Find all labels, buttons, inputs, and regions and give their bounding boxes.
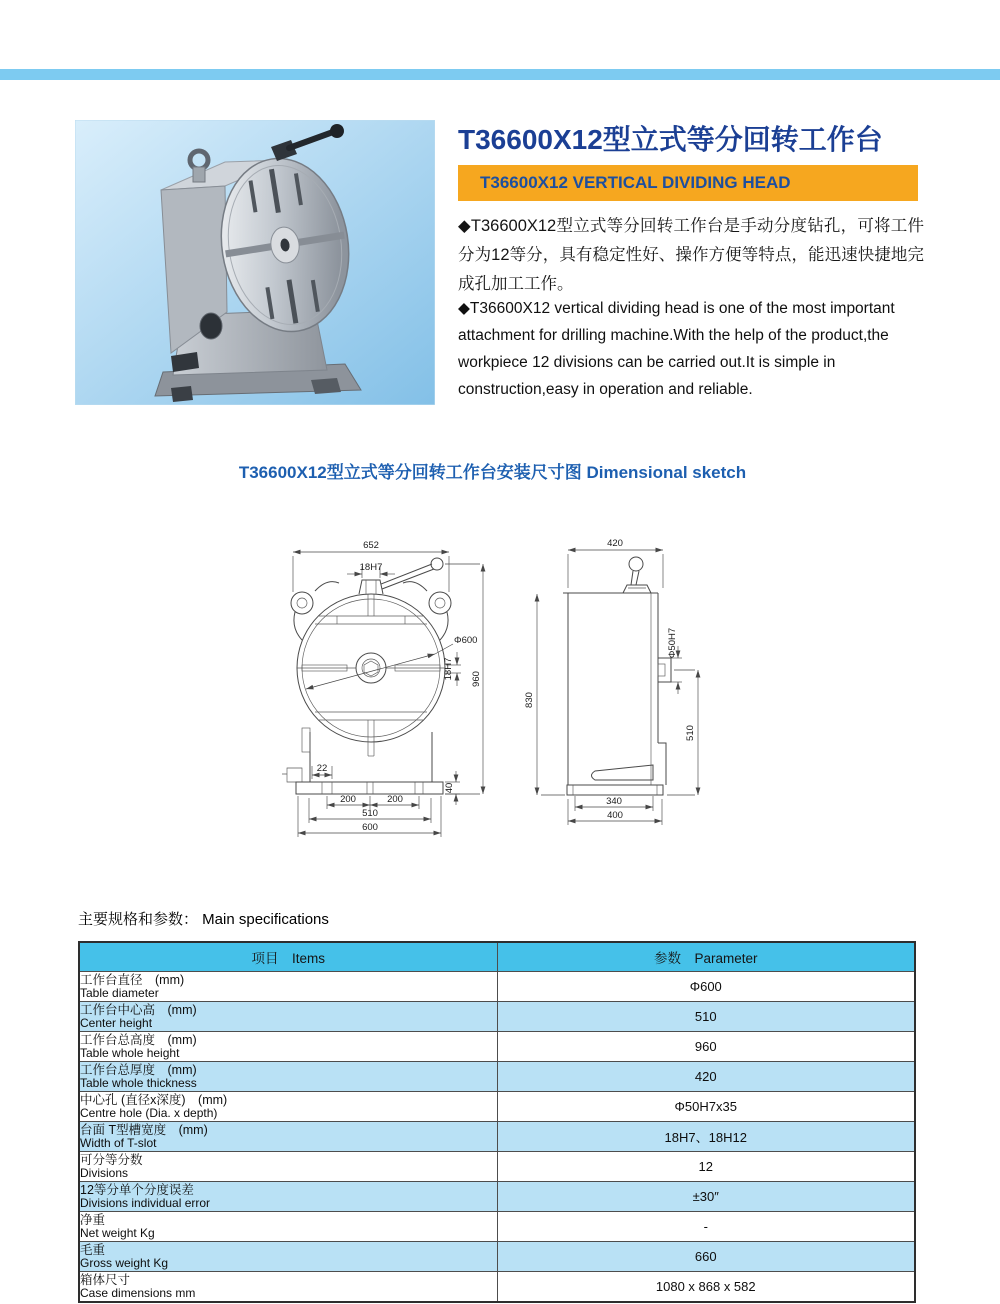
dim-side-width-top: 420	[607, 538, 623, 549]
dim-front-slot-top: 18H7	[359, 562, 383, 573]
spec-row	[79, 1002, 915, 1032]
description-chinese: ◆T36600X12型立式等分回转工作台是手动分度钻孔，可将工件分为12等分，具有稳定性好、操作方便等特点，能迅速快捷地完成孔加工工作。	[458, 217, 924, 293]
spec-row	[79, 1032, 915, 1062]
dim-side-base-inner: 340	[606, 796, 622, 807]
spec-label-en: Table whole height	[80, 1046, 180, 1060]
side-view	[563, 557, 671, 795]
dimensional-sketch-title: T36600X12型立式等分回转工作台安装尺寸图 Dimensional sketch	[238, 463, 747, 482]
spec-value: 12	[497, 1152, 915, 1182]
front-view-dimensions	[293, 540, 483, 837]
dim-front-base-inner: 510	[362, 808, 378, 819]
product-photo	[75, 120, 435, 405]
spec-value: 510	[497, 1002, 915, 1032]
page-title: T36600X12型立式等分回转工作台	[458, 124, 883, 155]
spec-label-cn: 工作台总厚度 (mm)	[80, 1063, 197, 1077]
dim-front-slot-side: 18H7	[443, 657, 454, 681]
spec-label-en: Divisions	[80, 1166, 129, 1180]
spec-label-en: Divisions individual error	[80, 1196, 211, 1210]
spec-label-en: Width of T-slot	[80, 1136, 157, 1150]
spec-label-cn: 台面 T型槽宽度 (mm)	[80, 1123, 208, 1137]
spec-row	[79, 1212, 915, 1242]
dim-front-offset: 22	[316, 763, 328, 774]
dim-side-height-centre: 510	[685, 725, 696, 741]
specs-header-parameter: 参数 Parameter	[497, 942, 915, 972]
spec-row	[79, 1092, 915, 1122]
top-stripe-decoration	[0, 69, 1000, 80]
spec-value: 960	[497, 1032, 915, 1062]
dim-front-base-outer: 600	[362, 822, 378, 833]
spec-label-cn: 12等分单个分度误差	[80, 1183, 194, 1197]
spec-label-en: Center height	[80, 1016, 153, 1030]
spec-value: Φ600	[497, 972, 915, 1002]
spec-row	[79, 1242, 915, 1272]
spec-label-cn: 工作台直径 (mm)	[80, 973, 185, 987]
spec-row	[79, 1122, 915, 1152]
spec-value: Φ50H7x35	[497, 1092, 915, 1122]
spec-row	[79, 1062, 915, 1092]
specs-header-row	[79, 942, 915, 972]
spec-label-en: Gross weight Kg	[80, 1256, 169, 1270]
spec-row	[79, 1152, 915, 1182]
spec-label-cn: 工作台中心高 (mm)	[80, 1003, 197, 1017]
dim-front-base-height: 40	[444, 782, 455, 794]
dim-front-height-total: 960	[471, 671, 482, 687]
specifications-heading: 主要规格和参数： Main specifications	[78, 911, 329, 928]
spec-label-en: Centre hole (Dia. x depth)	[80, 1106, 218, 1120]
dimensional-sketch	[275, 528, 745, 858]
spec-value: ±30″	[497, 1182, 915, 1212]
spec-label-cn: 工作台总高度 (mm)	[80, 1033, 197, 1047]
spec-value: 420	[497, 1062, 915, 1092]
spec-label-cn: 毛重	[80, 1243, 106, 1257]
description-english: ◆T36600X12 vertical dividing head is one of the most important attachment for drilling machine.With the help of the product,the workpiece 12 divisions can be carried out.It is simple in construction,easy in operation and reliable.	[458, 300, 895, 398]
dim-front-spacing-left: 200	[340, 794, 356, 805]
english-title-banner: T36600X12 VERTICAL DIVIDING HEAD	[458, 165, 918, 201]
spec-label-en: Table diameter	[80, 986, 159, 1000]
spec-row	[79, 972, 915, 1002]
dim-front-spacing-right: 200	[387, 794, 403, 805]
dim-front-diameter: Φ600	[454, 635, 478, 646]
dim-front-width-top: 652	[363, 540, 379, 551]
dim-side-base-outer: 400	[607, 810, 623, 821]
spec-label-en: Case dimensions mm	[80, 1286, 196, 1300]
dim-side-height-body: 830	[524, 692, 535, 708]
front-view	[282, 558, 451, 794]
dim-side-centre-hole: Φ50H7	[667, 627, 678, 659]
spec-label-cn: 箱体尺寸	[80, 1273, 131, 1287]
spec-row	[79, 1272, 915, 1303]
spec-value: 660	[497, 1242, 915, 1272]
side-view-dimensions	[524, 538, 698, 825]
spec-label-cn: 中心孔 (直径x深度) (mm)	[80, 1093, 228, 1107]
spec-label-en: Table whole thickness	[80, 1076, 197, 1090]
spec-row	[79, 1182, 915, 1212]
specs-header-items: 项目 Items	[79, 942, 497, 972]
specifications-table	[78, 941, 916, 1303]
spec-label-cn: 可分等分数	[80, 1153, 143, 1167]
spec-value: 18H7、18H12	[497, 1122, 915, 1152]
spec-value: 1080 x 868 x 582	[497, 1272, 915, 1303]
specs-table-body	[79, 972, 915, 1303]
spec-label-en: Net weight Kg	[80, 1226, 155, 1240]
spec-value: -	[497, 1212, 915, 1242]
spec-label-cn: 净重	[80, 1213, 106, 1227]
